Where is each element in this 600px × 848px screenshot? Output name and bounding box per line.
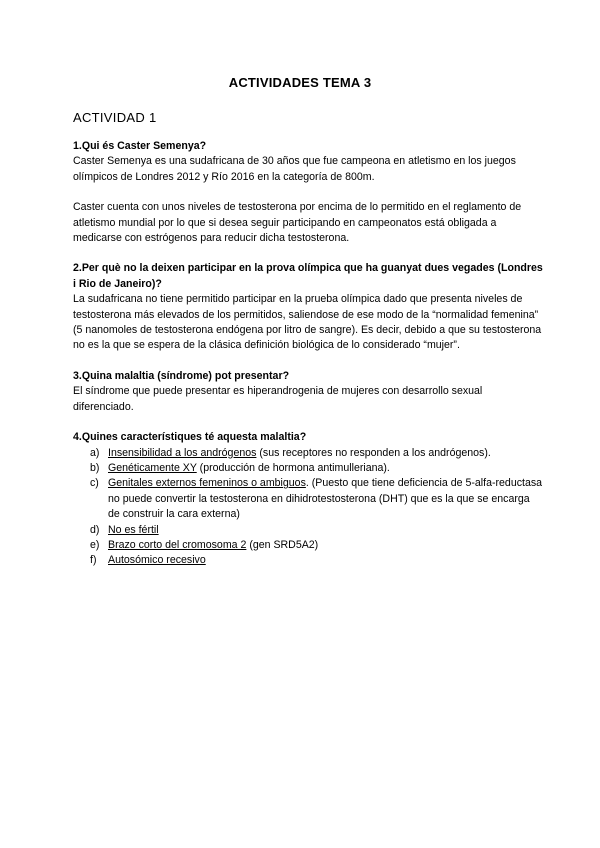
list-item-underlined: No es fértil	[108, 523, 159, 536]
list-item-underlined: Genéticamente XY	[108, 461, 197, 474]
answer-2: La sudafricana no tiene permitido participar en la prueba olímpica dado que presenta niveles de testosterona más elevados de los permitidos, saliendose de ese modo de la “normalidad femenina” (5 nanomoles de testosterona endógena por litro de sangre). Es decir, debido a que su testosterona no es la que se espera de la clásica definición biológica de lo considerado “mujer”.	[73, 293, 542, 352]
list-item	[73, 523, 543, 538]
list-item	[73, 446, 543, 461]
characteristics-list	[73, 446, 543, 569]
list-item-text: (producción de hormona antimulleriana).	[196, 461, 390, 474]
list-item-text: . (Puesto que tiene deficiencia de 5-alfa-reductasa no puede convertir la testosterona en dihidrotestosterona (DHT) que es la que se encarga de construir la cara externa)	[108, 477, 543, 521]
activity-heading: ACTIVIDAD 1	[73, 110, 157, 125]
list-item-text: (gen SRD5A2)	[246, 538, 319, 551]
list-item-underlined: Brazo corto del cromosoma 2	[108, 538, 247, 551]
list-item	[73, 476, 543, 522]
answer-3: El síndrome que puede presentar es hiperandrogenia de mujeres con desarrollo sexual diferenciado.	[73, 385, 483, 413]
question-4: 4.Quines característiques té aquesta malaltia?	[73, 431, 307, 444]
list-item	[73, 461, 543, 476]
list-item	[73, 538, 543, 553]
list-marker: c)	[90, 477, 99, 490]
list-item-text: (sus receptores no responden a los andrógenos).	[256, 446, 491, 459]
list-marker: d)	[90, 523, 100, 536]
list-item-underlined: Autosómico recesivo	[108, 554, 206, 567]
question-3: 3.Quina malaltia (síndrome) pot presentar?	[73, 369, 290, 382]
list-marker: e)	[90, 538, 100, 551]
answer-1-paragraph-1: Caster Semenya es una sudafricana de 30 años que fue campeona en atletismo en los juegos olímpicos de Londres 2012 y Río 2016 en la categoría de 800m.	[73, 155, 516, 183]
list-item	[73, 553, 543, 568]
question-1: 1.Qui és Caster Semenya?	[73, 140, 207, 152]
list-marker: f)	[90, 554, 97, 567]
list-marker: a)	[90, 446, 100, 459]
answer-1-paragraph-2: Caster cuenta con unos niveles de testosterona por encima de lo permitido en el reglamento de atletismo mundial por lo que si desea seguir participando en campeonatos está obligada a medicarse con estrógenos para reducir dicha testosterona.	[73, 201, 522, 245]
list-item-underlined: Insensibilidad a los andrógenos	[108, 446, 257, 459]
list-marker: b)	[90, 461, 100, 474]
question-2: 2.Per què no la deixen participar en la prova olímpica que ha guanyat dues vegades (Londres i Rio de Janeiro)?	[73, 262, 543, 290]
document-body	[73, 139, 543, 569]
list-item-underlined: Genitales externos femeninos o ambiguos	[108, 477, 306, 490]
document-title: ACTIVIDADES TEMA 3	[228, 75, 372, 90]
